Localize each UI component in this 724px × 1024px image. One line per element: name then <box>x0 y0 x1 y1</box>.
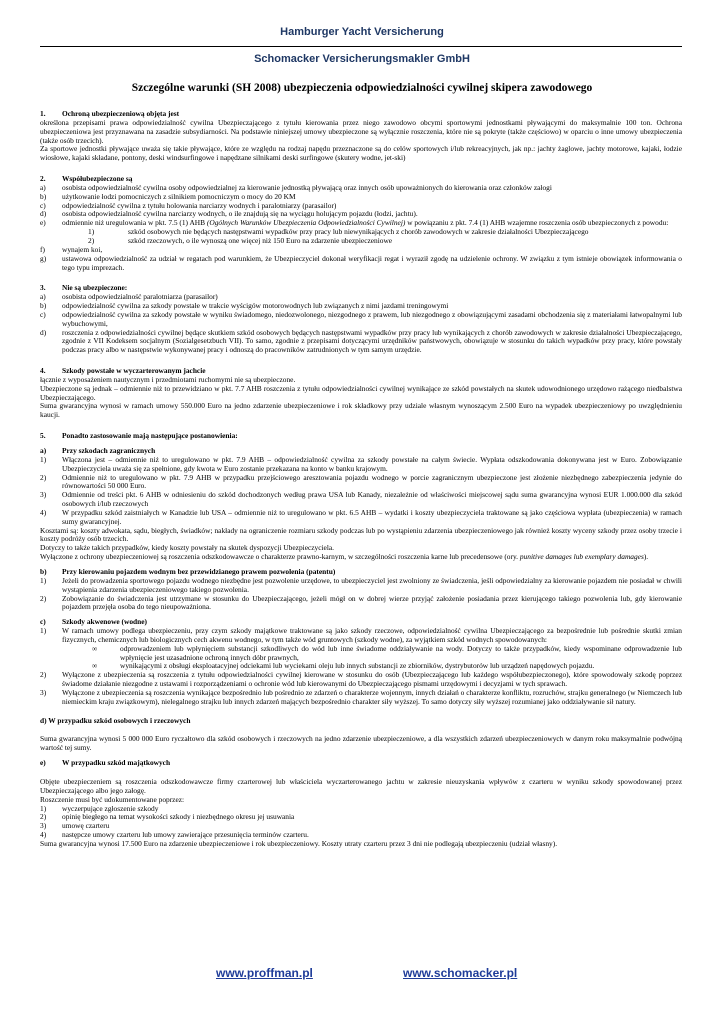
proffman-link[interactable]: www.proffman.pl <box>216 966 313 980</box>
section-4-paragraph: Suma gwarancyjna wynosi w ramach umowy 550.000 Euro na jedno zdarzenie ubezpieczeniowe i rok składkowy przy udziale własnym wynoszącym 2.500 Euro na wypadek ubezpieczeniowy po uwzględnieniu kaucji. <box>40 401 682 420</box>
section-2-item: c) odpowiedzialność cywilna z tytułu holowania narciarzy wodnych i paralotniarzy (parasailor) <box>40 200 337 210</box>
subsection-b-heading: b) Przy kierowaniu pojazdem wodnym bez przewidzianego prawem pozwolenia (patentu) <box>40 566 336 576</box>
section-3-heading: 3. Nie są ubezpieczone: <box>40 283 128 293</box>
subsection-e-item: 2) opinię biegłego na temat wysokości szkody i niezbędnego okresu jej usuwania <box>40 812 295 822</box>
section-3-item: d) roszczenia z odpowiedzialności cywilnej będące skutkiem szkód osobowych będących następstwami wypadków przy pracy lub wynikających z chorób zawodowych w zakresie działalności Ubezpieczającego, zgodnie z VII Kodeksem socjalnym (Sozialgesetzbuch VII). To samo, zgodnie z przepisami dotyczącymi urzędników państwowych, obowiązuje w stosunku do takich wypadków przy pracy, które powstały podczas pracy albo w następstwie wykonywanej pracy i odnoszą do pracowników zatrudnionych w tym samym urzędzie. <box>40 327 682 355</box>
subsection-c-bullet: ∞ odprowadzeniem lub wpłynięciem substancji szkodliwych do wód lub inne świadome oddziaływanie na wody. Dotyczy to także przypadków, kiedy wspominane odprowadzenie lub wpłynięcie jest uzasadnione ochroną innych dóbr prawnych, <box>92 643 682 662</box>
subsection-e-paragraph: Roszczenie musi być udokumentowane poprzez: <box>40 794 185 804</box>
document-body <box>40 104 682 849</box>
subsection-e-paragraph: Objęte ubezpieczeniem są roszczenia odszkodowawcze firmy czarterowej lub właściciela wyczarterowanego jachtu w zakresie nieuzyskania wpływów z czarteru w wyniku szkody spowodowanej przez Ubezpieczającego albo jego załogę. <box>40 777 682 795</box>
section-2-item: d) osobista odpowiedzialność cywilna narciarzy wodnych, o ile znajdują się na wyciągu holującym pojazdu (łodzi, jachtu). <box>40 209 418 219</box>
subsection-e-item: 4) następcze umowy czarteru lub umowy zawierające przesunięcia terminów czarteru. <box>40 830 309 840</box>
infinity-bullet-icon: ∞ <box>92 643 98 653</box>
subsection-a-paragraph: Kosztami są: koszty adwokata, sądu, biegłych, świadków; nakłady na ograniczenie rozmiaru szkody podczas lub po wystąpieniu zdarzenia ubezpieczeniowego jak również koszty wyceny szkody przez osoby trzecie i koszty podróży osób trzecich. <box>40 525 682 544</box>
schomacker-link[interactable]: www.schomacker.pl <box>403 966 518 980</box>
subsection-c-bullet: ∞ wynikającymi z obsługi eksploatacyjnej odciekami lub wyciekami oleju lub innych substancji ze zbiorników, dystrybutorów lub urządzeń napędowych pojazdu. <box>92 661 595 671</box>
subsection-a-item: 2) Odmiennie niż to uregulowano w pkt. 7.9 AHB w przypadku przejściowego aresztowania pojazdu wodnego w porcie zagranicznym ubezpieczone jest złożenie niezbędnego zabezpieczenia jedynie do równowartości 50 000 Euro. <box>40 472 682 491</box>
subsection-b-item: 1) Jeżeli do prowadzenia sportowego pojazdu wodnego niezbędne jest pozwolenie urzędowe, to ubezpieczyciel jest zwolniony ze świadczenia, jeśli odpowiedzialny za kierowanie pojazdem nie posiadał w chwili wystąpienia zdarzenia ubezpieczeniowego takiego pozwolenia. <box>40 575 682 594</box>
subsection-a-item: 3) Odmiennie od treści pkt. 6 AHB w odniesieniu do szkód dochodzonych według prawa USA lub Kanady, niezależnie od właściwości miejscowej sądu suma gwarancyjna wynosi EUR 1.000.000 dla szkód osobowych i/lub rzeczowych <box>40 490 682 509</box>
section-2-subitem: 1) szkód osobowych nie będących następstwami wypadków przy pracy lub niewynikających z chorób zawodowych w zakresie działalności Ubezpieczającego <box>88 227 589 237</box>
subsection-d-heading: d) W przypadku szkód osobowych i rzeczowych <box>40 715 191 725</box>
subsection-a-item: 4) W przypadku szkód zaistniałych w Kanadzie lub USA – odmiennie niż to uregulowano w pkt. 6.5 AHB – wydatki i koszty ubezpieczyciela traktowane są jako częściowa wypłata (ubezpieczenia) w ramach sumy gwarancyjnej. <box>40 507 682 526</box>
section-2-item: e) odmiennie niż uregulowania w pkt. 7.5 (1) AHB (Ogólnych Warunków Ubezpieczenia Odpowiedzialności Cywilnej) w powiązaniu z pkt. 7.4 (1) AHB wzajemne roszczenia osób ubezpieczonych z powodu: <box>40 218 669 228</box>
section-3-item: b) odpowiedzialność cywilna za szkody powstałe w trakcie wyścigów motorowodnych lub związanych z nimi jazdami treningowymi <box>40 301 449 311</box>
subsection-c-heading: c) Szkody akwenowe (wodne) <box>40 617 147 627</box>
subsection-a-paragraph: Dotyczy to także takich przypadków, kiedy koszty powstały na skutek dyspozycji Ubezpieczyciela. <box>40 543 335 553</box>
subsection-a-paragraph: Wyłączone z ochrony ubezpieczeniowej są roszczenia odszkodowawcze o charakterze prawno-karnym, w szczególności roszczenia karne lub precedensowe (ory. punitive damages lub exemplary damages). <box>40 552 649 562</box>
subsection-a-item: 1) Włączona jest – odmiennie niż to uregulowano w pkt. 7.9 AHB – odpowiedzialność cywilna za szkody powstałe na całym świecie. Wypłata odszkodowania dokonywana jest w Euro. Zobowiązanie Ubezpieczyciela uważa się za spełnione, gdy kwota w Euro zostanie przekazana na konto w banku krajowym. <box>40 454 682 473</box>
subsection-e-heading: e) W przypadku szkód majątkowych <box>40 758 171 768</box>
subsection-c-item: 3) Wyłączone z ubezpieczenia są roszczenia wynikające bezpośrednio lub pośrednio ze zdarzeń o charakterze wojennym, innych działań o charakterze konfliktu, rozruchów, strajku generalnego (w Niemczech lub niemieckim kraju związkowym), nielegalnego strajku lub innych zdarzeń mających bezpośrednio charakter siły wyższej. To samo dotyczy siły wyższej rozumianej jako oddziaływanie sił natury. <box>40 687 682 706</box>
broker-header: Schomacker Versicherungsmakler GmbH <box>254 53 470 65</box>
subsection-c-item: 2) Wyłączone z ubezpieczenia są roszczenia z tytułu odpowiedzialności cywilnej kierowane w stosunku do osób (Ubezpieczającego lub każdego współubezpieczonego), które spowodowały szkodę poprzez świadome działanie niezgodne z ustawami i rozporządzeniami o ochronie wód lub kierowanymi do Ubezpieczającego pismami urzędowymi i decyzjami w tych sprawach. <box>40 670 682 689</box>
section-2-item: b) użytkowanie łodzi pomocniczych z silnikiem pomocniczym o mocy do 20 KM <box>40 191 296 201</box>
subsection-b-item: 2) Zobowiązanie do świadczenia jest utrzymane w stosunku do Ubezpieczającego, jeżeli mógł on w dobrej wierze przyjąć założenie posiadania przez kierującego takiego pozwolenia lub, gdy kierowanie pojazdem przejęła osoba do tego nieupoważniona. <box>40 593 682 612</box>
section-3-item: c) odpowiedzialność cywilna za szkody powstałe w wyniku świadomego, niedozwolonego, niezgodnego z prawem, lub niezgodnego z obowiązującymi zasadami obchodzenia się z materiałami łatwopalnymi lub wybuchowymi, <box>40 309 682 328</box>
section-2-item: g) ustawowa odpowiedzialność za udział w regatach pod warunkiem, że Ubezpieczyciel dokonał weryfikacji regat i wyraził zgodę na udzielenie ochrony. W związku z tym istnieje obowiązek informowania o tego typu imprezach. <box>40 253 682 272</box>
section-1-heading: 1. Ochroną ubezpieczeniową objęta jest <box>40 109 180 118</box>
company-header: Hamburger Yacht Versicherung <box>280 26 444 38</box>
section-1-paragraph: Za sportowe jednostki pływające uważa się takie pływające, które ze względu na rodzaj napędu przeznaczone są do celów sportowych i/lub rekreacyjnych, jak np.: jachty żaglowe, jachty motorowe, kajaki, łodzie wiosłowe, kajaki składane, pontony, deski windsurfingowe i napędzane silnikami deski surfingowe (skutery wodne, jet-ski) <box>40 144 682 163</box>
section-5-heading: 5. Ponadto zastosowanie mają następujące postanowienia: <box>40 431 238 441</box>
subsection-c-item: 1) W ramach umowy podlega ubezpieczeniu, przy czym szkody majątkowe traktowane są jako szkody rzeczowe, odpowiedzialność cywilna Ubezpieczającego za bezpośrednie lub pośrednie skutki zmian fizycznych, chemicznych lub biologicznych cech akwenu wodnego, w tym także wód gruntowych (szkody wodne), za wyjątkiem szkód wodnych spowodowanych: <box>40 626 682 644</box>
subsection-e-item: 1) wyczerpujące zgłoszenie szkody <box>40 803 159 813</box>
section-3-item: a) osobista odpowiedzialność paralotniarza (parasailor) <box>40 292 218 302</box>
document-title: Szczególne warunki (SH 2008) ubezpieczenia odpowiedzialności cywilnej skipera zawodowego <box>131 82 593 94</box>
section-2-item: a) osobista odpowiedzialność cywilna osoby odpowiedzialnej za kierowanie jednostką pływającą oraz innych osób upoważnionych do kierowania oraz członków załogi <box>40 182 552 192</box>
section-1-paragraph: określona przepisami prawa odpowiedzialność cywilna Ubezpieczającego z tytułu kierowania przez niego zawodowo obcymi sportowymi jednostkami pływającymi do maksymalnie 100 ton. Ochrona ubezpieczeniowa jest przyznawana na zasadzie subsydiarności. Na podstawie niniejszej umowy ubezpieczone są wyłącznie roszczenia, które nie są pokryte (także częściowo) w oparciu o inne umowy ubezpieczenia (także osób trzecich). <box>40 117 682 145</box>
subsection-d-paragraph: Suma gwarancyjna wynosi 5 000 000 Euro ryczałtowo dla szkód osobowych i rzeczowych na jedno zdarzenie ubezpieczeniowe, a dla wszystkich zdarzeń ubezpieczeniowych w danym roku maksymalnie podwójną wartość tej sumy. <box>40 734 682 753</box>
infinity-bullet-icon: ∞ <box>92 661 98 671</box>
subsection-a-heading: a) Przy szkodach zagranicznych <box>40 446 156 455</box>
subsection-e-paragraph: Suma gwarancyjna wynosi 17.500 Euro na zdarzenie ubezpieczeniowe i rok ubezpieczeniowy. Koszty utraty czarteru przez 3 dni nie podlegają ubezpieczeniu (udział własny). <box>40 838 558 848</box>
section-4-paragraph: Ubezpieczone są jednak – odmiennie niż to przewidziano w pkt. 7.7 AHB roszczenia z tytułu odpowiedzialności cywilnej wynikające ze szkód powstałych na skutek udowodnionego urzędowo rażącego niedbalstwa Ubezpieczającego. <box>40 383 682 402</box>
section-4-paragraph: łącznie z wyposażeniem nautycznym i przedmiotami ruchomymi nie są ubezpieczone. <box>40 374 296 384</box>
section-2-item: f) wynajem koi, <box>40 244 103 254</box>
header-divider <box>40 46 682 47</box>
subsection-e-item: 3) umowę czarteru <box>40 821 110 831</box>
section-2-subitem: 2) szkód rzeczowych, o ile wynoszą one więcej niż 150 Euro na zdarzenie ubezpieczeniowe <box>88 235 393 245</box>
section-2-heading: 2. Współubezpieczone są <box>40 174 133 184</box>
section-4-heading: 4. Szkody powstałe w wyczarterowanym jachcie <box>40 366 206 376</box>
